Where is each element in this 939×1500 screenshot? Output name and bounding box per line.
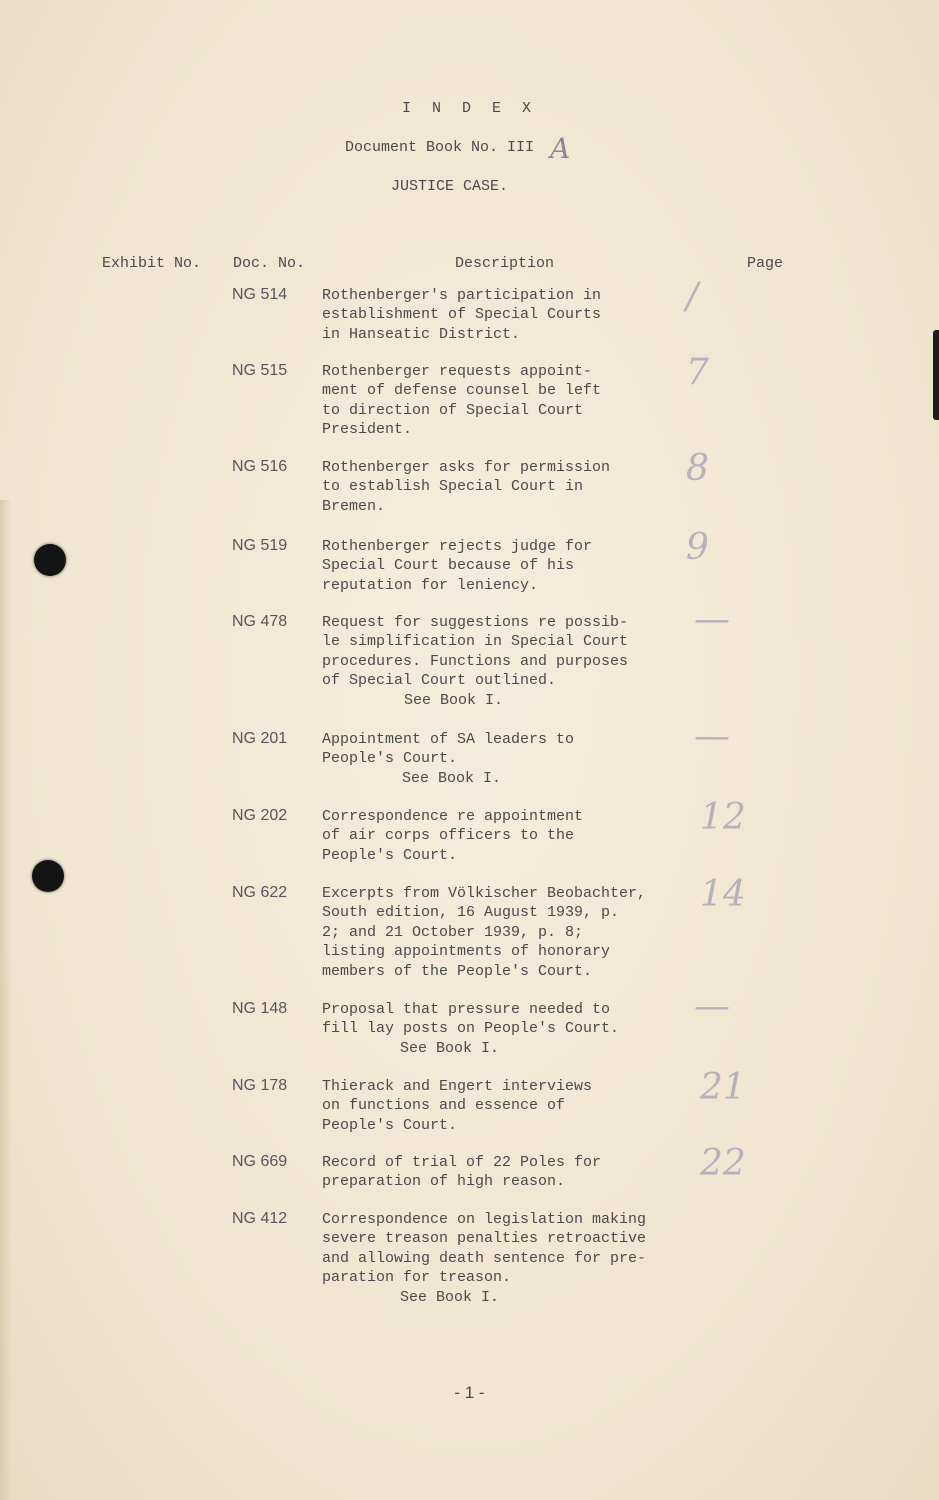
doc-number: NG 519 — [232, 537, 288, 554]
page-mark-handwritten: / — [686, 276, 699, 317]
page-mark-handwritten: 21 — [700, 1067, 746, 1108]
description-line: President. — [322, 421, 413, 439]
page-mark-handwritten: 8 — [686, 448, 709, 489]
description-line: fill lay posts on People's Court. — [322, 1020, 620, 1038]
description-line: procedures. Functions and purposes — [322, 652, 629, 670]
column-header-page: Page — [747, 255, 784, 272]
doc-number: NG 515 — [232, 362, 288, 379]
description-line: 2; and 21 October 1939, p. 8; — [322, 923, 584, 941]
page-mark-handwritten: — — [694, 599, 730, 640]
page-mark-handwritten: 12 — [700, 797, 746, 838]
see-reference: See Book I. — [402, 769, 502, 787]
index-title: I N D E X — [401, 100, 537, 117]
description-line: severe treason penalties retroactive — [322, 1230, 647, 1248]
description — [322, 613, 702, 710]
description-line: of air corps officers to the — [322, 827, 575, 845]
binder-clip — [933, 330, 939, 420]
description-line: establishment of Special Courts — [322, 306, 602, 324]
description-line: Rothenberger's participation in — [322, 287, 602, 304]
description-line: listing appointments of honorary — [322, 943, 611, 961]
doc-number: NG 516 — [232, 458, 288, 475]
description — [322, 1153, 702, 1192]
page-mark-handwritten: 22 — [700, 1143, 746, 1184]
see-reference: See Book I. — [400, 1288, 500, 1306]
description-line: members of the People's Court. — [322, 962, 593, 980]
doc-number: NG 148 — [232, 1000, 288, 1017]
description — [322, 730, 702, 788]
doc-number: NG 412 — [232, 1210, 288, 1227]
description-line: Correspondence re appointment — [322, 808, 584, 825]
description — [322, 362, 702, 440]
description-line: paration for treason. — [322, 1269, 512, 1287]
description-line: Correspondence on legislation making — [322, 1211, 647, 1228]
description — [322, 286, 702, 344]
description-line: Rothenberger requests appoint- — [322, 363, 593, 380]
doc-number: NG 178 — [232, 1077, 288, 1094]
description-line: People's Court. — [322, 1116, 458, 1134]
doc-number: NG 201 — [232, 730, 288, 747]
description-line: Rothenberger asks for permission — [322, 459, 611, 476]
description — [322, 1000, 702, 1058]
description — [322, 1077, 702, 1135]
doc-number: NG 669 — [232, 1153, 288, 1170]
description — [322, 884, 702, 981]
description-line: in Hanseatic District. — [322, 325, 521, 343]
description-line: Request for suggestions re possib- — [322, 614, 629, 631]
column-header-doc: Doc. No. — [233, 255, 306, 272]
doc-number: NG 622 — [232, 884, 288, 901]
description-line: reputation for leniency. — [322, 576, 539, 594]
book-letter-handwritten: A — [550, 132, 571, 165]
page-mark-handwritten: — — [694, 986, 730, 1027]
description-line: le simplification in Special Court — [322, 633, 629, 651]
description-line: to direction of Special Court — [322, 401, 584, 419]
description-line: ment of defense counsel be left — [322, 382, 602, 400]
document-book-line: Document Book No. III — [344, 139, 535, 156]
description — [322, 458, 702, 516]
description-line: Excerpts from Völkischer Beobachter, — [322, 885, 647, 902]
see-reference: See Book I. — [404, 691, 504, 709]
doc-number: NG 478 — [232, 613, 288, 630]
description-line: to establish Special Court in — [322, 478, 584, 496]
page-mark-handwritten: 14 — [700, 874, 746, 915]
description-line: of Special Court outlined. — [322, 672, 557, 690]
paper-edge-shadow — [0, 500, 12, 1500]
description-line: Special Court because of his — [322, 557, 575, 575]
punch-hole-bottom — [32, 860, 64, 892]
description-line: Rothenberger rejects judge for — [322, 538, 593, 555]
description-line: Thierack and Engert interviews — [322, 1078, 593, 1095]
page-mark-handwritten: 7 — [686, 352, 709, 393]
doc-number: NG 514 — [232, 286, 288, 303]
description-line: Proposal that pressure needed to — [322, 1001, 611, 1018]
punch-hole-top — [34, 544, 66, 576]
description-line: South edition, 16 August 1939, p. — [322, 904, 620, 922]
page-mark-handwritten: 9 — [686, 527, 709, 568]
description-line: People's Court. — [322, 750, 458, 768]
case-name: JUSTICE CASE. — [390, 178, 509, 195]
description-line: People's Court. — [322, 846, 458, 864]
page-number: - 1 - — [454, 1383, 485, 1402]
description-line: and allowing death sentence for pre- — [322, 1249, 647, 1267]
description-line: Appointment of SA leaders to — [322, 731, 575, 748]
description — [322, 1210, 702, 1307]
description-line: Record of trial of 22 Poles for — [322, 1154, 602, 1171]
description-line: preparation of high reason. — [322, 1173, 566, 1191]
column-header-exhibit: Exhibit No. — [102, 255, 202, 272]
page-mark-handwritten: — — [694, 716, 730, 757]
description-line: on functions and essence of — [322, 1097, 566, 1115]
description-line: Bremen. — [322, 497, 386, 515]
column-header-description: Description — [455, 255, 555, 272]
description — [322, 807, 702, 865]
see-reference: See Book I. — [400, 1039, 500, 1057]
description — [322, 537, 702, 595]
doc-number: NG 202 — [232, 807, 288, 824]
